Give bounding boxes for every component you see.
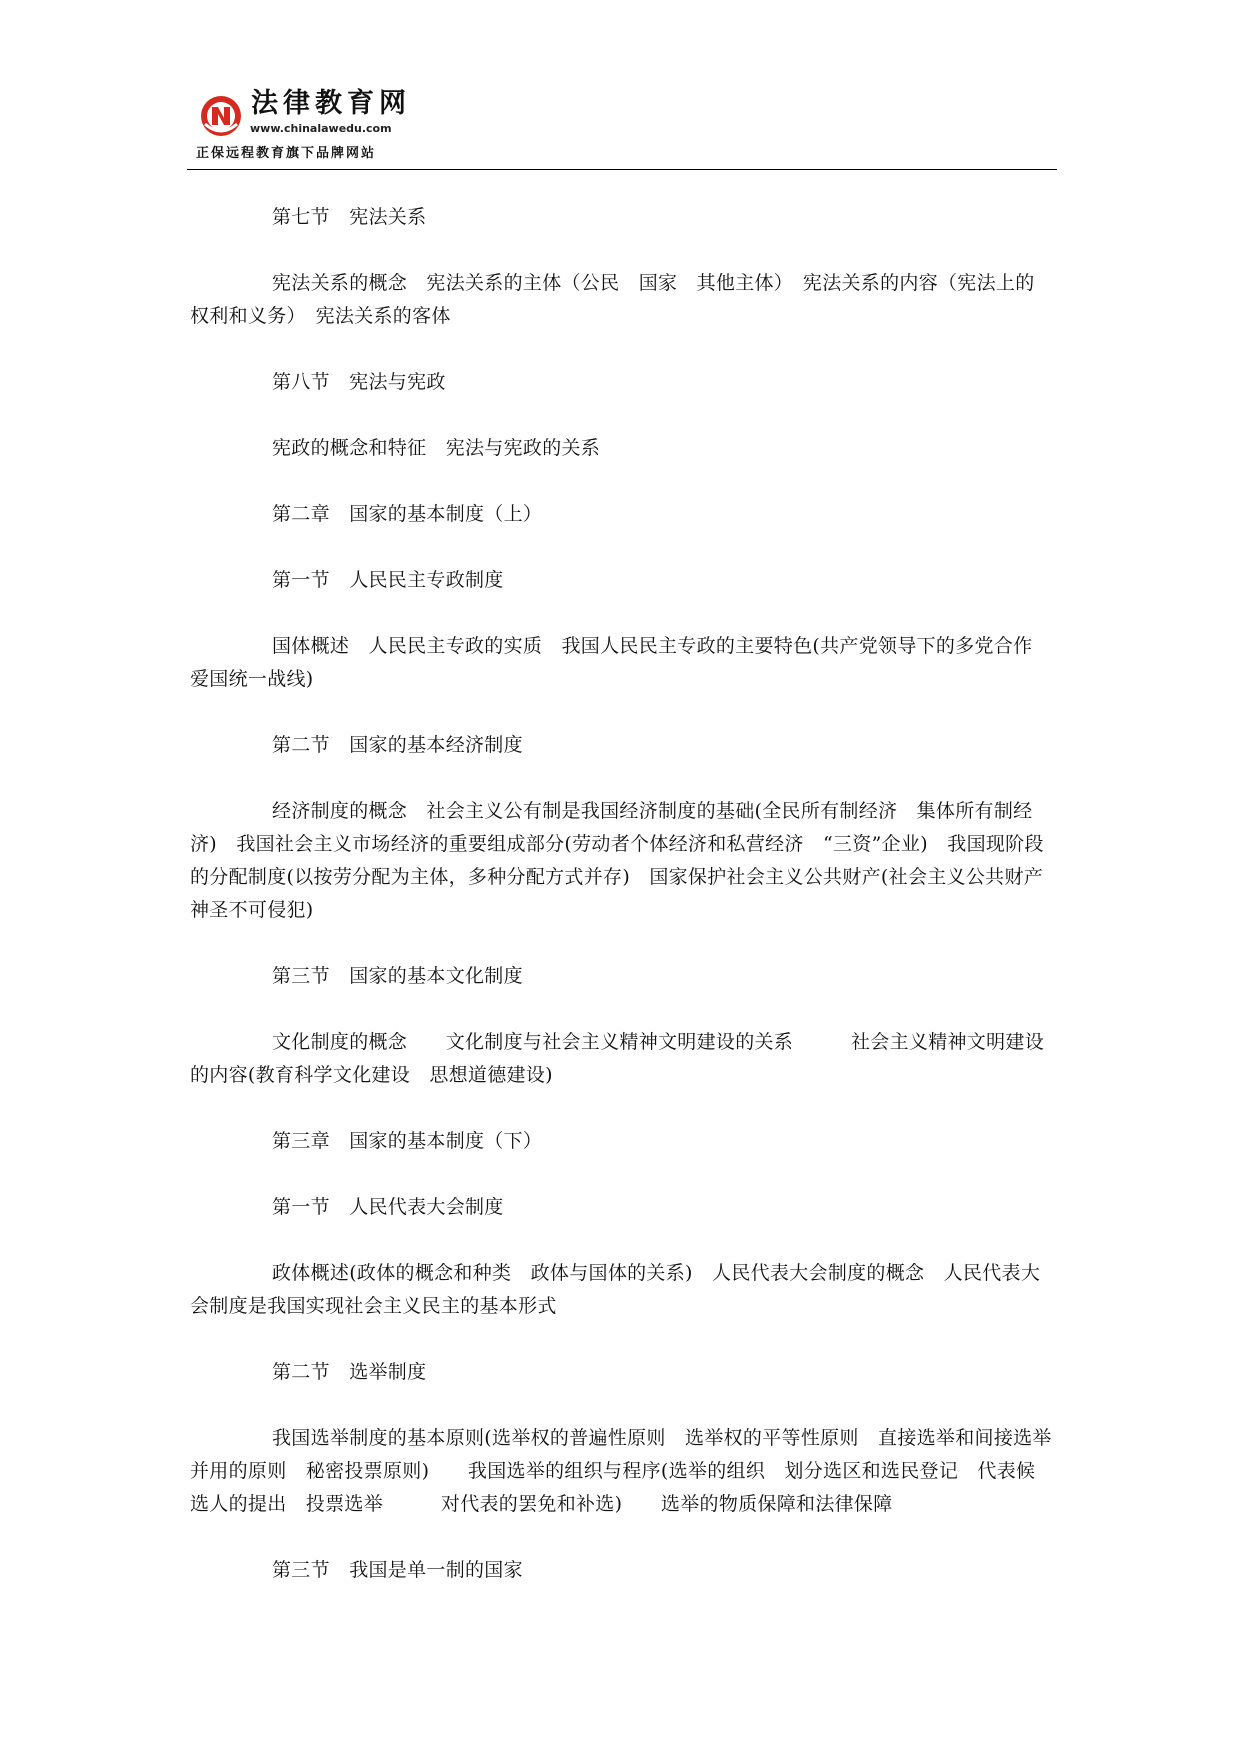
paragraph: 我国选举制度的基本原则(选举权的普遍性原则 选举权的平等性原则 直接选举和间接选举并用的原则 秘密投票原则) 我国选举的组织与程序(选举的组织 划分选区和选民登记 代表候选人的提出 投票选举 对代表的罢免和补选) 选举的物质保障和法律保障 — [190, 1427, 1052, 1515]
section-heading: 第三节 国家的基本文化制度 — [272, 965, 523, 987]
site-name: 法律教育网 — [251, 88, 411, 119]
chapter-heading: 第三章 国家的基本制度（下） — [272, 1130, 543, 1152]
section-heading: 第八节 宪法与宪政 — [272, 371, 446, 393]
chinalawedu-logo-icon — [199, 94, 243, 138]
site-url: www.chinalawedu.com — [250, 122, 392, 135]
paragraph: 宪政的概念和特征 宪法与宪政的关系 — [272, 437, 601, 459]
site-header — [187, 86, 1057, 172]
paragraph: 经济制度的概念 社会主义公有制是我国经济制度的基础(全民所有制经济 集体所有制经济) 我国社会主义市场经济的重要组成部分(劳动者个体经济和私营经济 “三资”企业) 我国现阶段的分配制度(以按劳分配为主体，多种分配方式并存) 国家保护社会主义公共财产(社会主义公共财产神圣不可侵犯) — [190, 800, 1044, 921]
section-heading: 第一节 人民代表大会制度 — [272, 1196, 504, 1218]
section-heading: 第一节 人民民主专政制度 — [272, 569, 504, 591]
paragraph: 政体概述(政体的概念和种类 政体与国体的关系) 人民代表大会制度的概念 人民代表大会制度是我国实现社会主义民主的基本形式 — [190, 1262, 1041, 1317]
chapter-heading: 第二章 国家的基本制度（上） — [272, 503, 543, 525]
header-divider — [187, 169, 1057, 170]
section-heading: 第三节 我国是单一制的国家 — [272, 1559, 523, 1581]
document-body — [190, 201, 1052, 1587]
paragraph: 文化制度的概念 文化制度与社会主义精神文明建设的关系 社会主义精神文明建设的内容(教育科学文化建设 思想道德建设) — [190, 1031, 1045, 1086]
paragraph: 国体概述 人民民主专政的实质 我国人民民主专政的主要特色(共产党领导下的多党合作 爱国统一战线) — [190, 635, 1052, 690]
section-heading: 第二节 国家的基本经济制度 — [272, 734, 523, 756]
site-slogan: 正保远程教育旗下品牌网站 — [196, 146, 377, 161]
paragraph: 宪法关系的概念 宪法关系的主体（公民 国家 其他主体） 宪法关系的内容（宪法上的权利和义务） 宪法关系的客体 — [190, 272, 1035, 327]
section-heading: 第二节 选举制度 — [272, 1361, 427, 1383]
section-heading: 第七节 宪法关系 — [272, 206, 427, 228]
